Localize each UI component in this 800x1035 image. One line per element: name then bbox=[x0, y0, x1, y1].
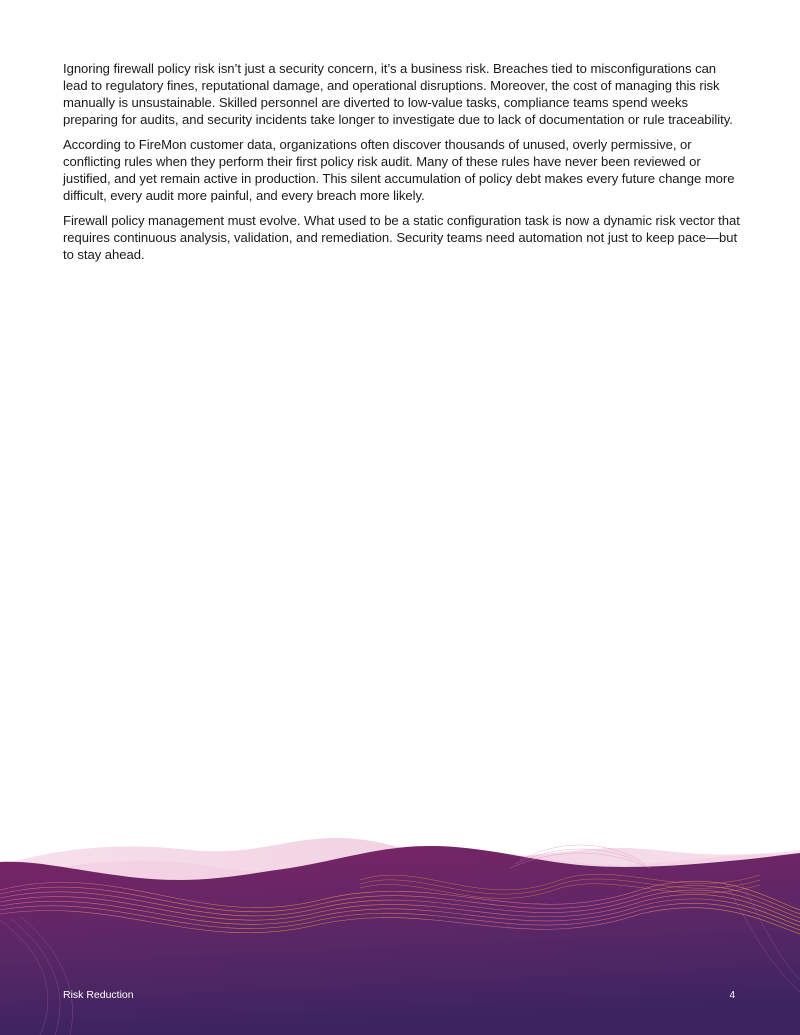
body-text bbox=[63, 60, 743, 271]
footer-section-label: Risk Reduction bbox=[63, 989, 134, 1001]
paragraph-3: Firewall policy management must evolve. What used to be a static configuration task is now a dynamic risk vector that requires continuous analysis, validation, and remediation. Security teams need automation not just to keep pace—but to stay ahead. bbox=[63, 213, 740, 262]
page-number: 4 bbox=[729, 990, 735, 1001]
paragraph-2: According to FireMon customer data, organizations often discover thousands of unused, overly permissive, or conflicting rules when they perform their first policy risk audit. Many of these rules have never been reviewed or justified, and yet remain active in production. This silent accumulation of policy debt makes every future change more difficult, every audit more painful, and every breach more likely. bbox=[63, 137, 735, 203]
paragraph-1: Ignoring firewall policy risk isn’t just a security concern, it’s a business risk. Breaches tied to misconfigurations can lead to regulatory fines, reputational damage, and operational disruptions. Moreover, the cost of managing this risk manually is unsustainable. Skilled personnel are diverted to low-value tasks, compliance teams spend weeks preparing for audits, and security incidents take longer to investigate due to lack of documentation or rule traceability. bbox=[63, 61, 733, 127]
decorative-wave-footer bbox=[0, 820, 800, 1035]
